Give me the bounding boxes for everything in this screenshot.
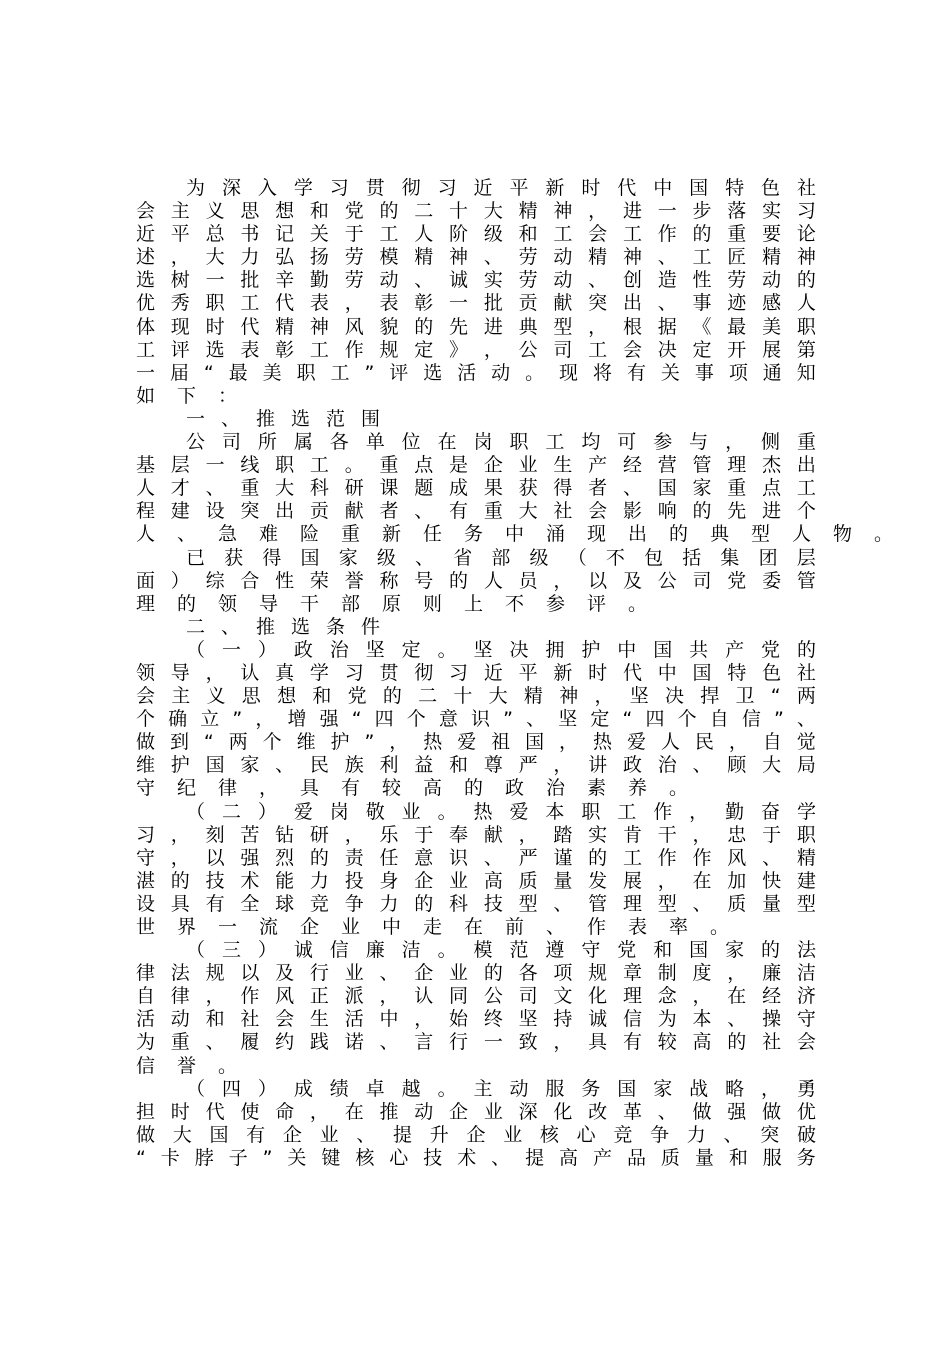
text-line: 优 秀 职 工 代 表 ， 表 彰 一 批 贡 献 突 出 、 事 迹 感 人 (136, 292, 816, 315)
text-line: 维 护 国 家 、 民 族 利 益 和 尊 严 ， 讲 政 治 、 顾 大 局 (136, 754, 816, 777)
text-line: 体 现 时 代 精 神 风 貌 的 先 进 典 型 ， 根 据 《 最 美 职 (136, 315, 816, 338)
text-line: 领 导 ， 认 真 学 习 贯 彻 习 近 平 新 时 代 中 国 特 色 社 (136, 661, 816, 684)
text-line: 基 层 一 线 职 工 。 重 点 是 企 业 生 产 经 营 管 理 杰 出 (136, 454, 816, 477)
text-line: 近 平 总 书 记 关 于 工 人 阶 级 和 工 会 工 作 的 重 要 论 (136, 223, 816, 246)
text-line: 湛 的 技 术 能 力 投 身 企 业 高 质 量 发 展 ， 在 加 快 建 (136, 869, 816, 892)
document-body (136, 177, 916, 1170)
text-line: 工 评 选 表 彰 工 作 规 定 》 ， 公 司 工 会 决 定 开 展 第 (136, 338, 816, 361)
text-line: 公 司 所 属 各 单 位 在 岗 职 工 均 可 参 与 ， 侧 重 (186, 431, 816, 454)
text-line: 信誉。 (136, 1054, 260, 1077)
text-line: 面 ） 综 合 性 荣 誉 称 号 的 人 员 ， 以 及 公 司 党 委 管 (136, 569, 816, 592)
text-line: 人、急难险重新任务中涌现出的典型人物。 (136, 523, 916, 546)
text-line: 二、推选条件 (186, 615, 397, 638)
text-line: 世界一流企业中走在前、作表率。 (136, 916, 752, 938)
text-line: 一 届 “ 最 美 职 工 ” 评 选 活 动 。 现 将 有 关 事 项 通 知 (136, 361, 816, 384)
text-line: 述 ， 大 力 弘 扬 劳 模 精 神 、 劳 动 精 神 、 工 匠 精 神 (136, 246, 816, 269)
text-line: 选 树 一 批 辛 勤 劳 动 、 诚 实 劳 动 、 创 造 性 劳 动 的 (136, 269, 816, 292)
text-line: 习 ， 刻 苦 钻 研 ， 乐 于 奉 献 ， 踏 实 肯 干 ， 忠 于 职 (136, 823, 816, 846)
text-line: 活 动 和 社 会 生 活 中 ， 始 终 坚 持 诚 信 为 本 、 操 守 (136, 1008, 816, 1031)
text-line: 为 深 入 学 习 贯 彻 习 近 平 新 时 代 中 国 特 色 社 (186, 177, 816, 199)
text-line: 做 到 “ 两 个 维 护 ” ， 热 爱 祖 国 ， 热 爱 人 民 ， 自 觉 (136, 731, 816, 754)
text-line: 理的领导干部原则上不参评。 (136, 592, 670, 615)
text-line: 已 获 得 国 家 级 、 省 部 级 （ 不 包 括 集 团 层 (186, 546, 816, 569)
text-line: （ 三 ） 诚 信 廉 洁 。 模 范 遵 守 党 和 国 家 的 法 (186, 939, 816, 962)
text-line: （ 二 ） 爱 岗 敬 业 。 热 爱 本 职 工 作 ， 勤 奋 学 (186, 800, 816, 823)
text-line: 如下： (136, 384, 260, 407)
text-line: 自 律 ， 作 风 正 派 ， 认 同 公 司 文 化 理 念 ， 在 经 济 (136, 985, 816, 1008)
text-line: 人 才 、 重 大 科 研 课 题 成 果 获 得 者 、 国 家 重 点 工 (136, 477, 816, 500)
text-line: 一、推选范围 (186, 407, 397, 430)
text-line: 担 时 代 使 命 ， 在 推 动 企 业 深 化 改 革 、 做 强 做 优 (136, 1100, 816, 1123)
text-line: （ 一 ） 政 治 坚 定 。 坚 决 拥 护 中 国 共 产 党 的 (186, 638, 816, 661)
text-line: 程 建 设 突 出 贡 献 者 、 有 重 大 社 会 影 响 的 先 进 个 (136, 500, 816, 523)
text-line: 会 主 义 思 想 和 党 的 二 十 大 精 神 ， 进 一 步 落 实 习 (136, 200, 816, 223)
text-line: 守 ， 以 强 烈 的 责 任 意 识 、 严 谨 的 工 作 作 风 、 精 (136, 846, 816, 869)
text-line: 设 具 有 全 球 竞 争 力 的 科 技 型 、 管 理 型 、 质 量 型 (136, 892, 816, 915)
text-line: “ 卡 脖 子 ” 关 键 核 心 技 术 、 提 高 产 品 质 量 和 服 务 (136, 1146, 816, 1169)
text-line: 律 法 规 以 及 行 业 、 企 业 的 各 项 规 章 制 度 ， 廉 洁 (136, 962, 816, 985)
text-line: 守纪律，具有较高的政治素养。 (136, 777, 711, 800)
text-line: 个 确 立 ” ， 增 强 “ 四 个 意 识 ” 、 坚 定 “ 四 个 自 信 ” 、 (136, 708, 816, 731)
text-line: （ 四 ） 成 绩 卓 越 。 主 动 服 务 国 家 战 略 ， 勇 (186, 1077, 816, 1100)
text-line: 为 重 、 履 约 践 诺 、 言 行 一 致 ， 具 有 较 高 的 社 会 (136, 1031, 816, 1054)
text-line: 做 大 国 有 企 业 、 提 升 企 业 核 心 竞 争 力 、 突 破 (136, 1123, 816, 1146)
text-line: 会 主 义 思 想 和 党 的 二 十 大 精 神 ， 坚 决 捍 卫 “ 两 (136, 685, 816, 708)
